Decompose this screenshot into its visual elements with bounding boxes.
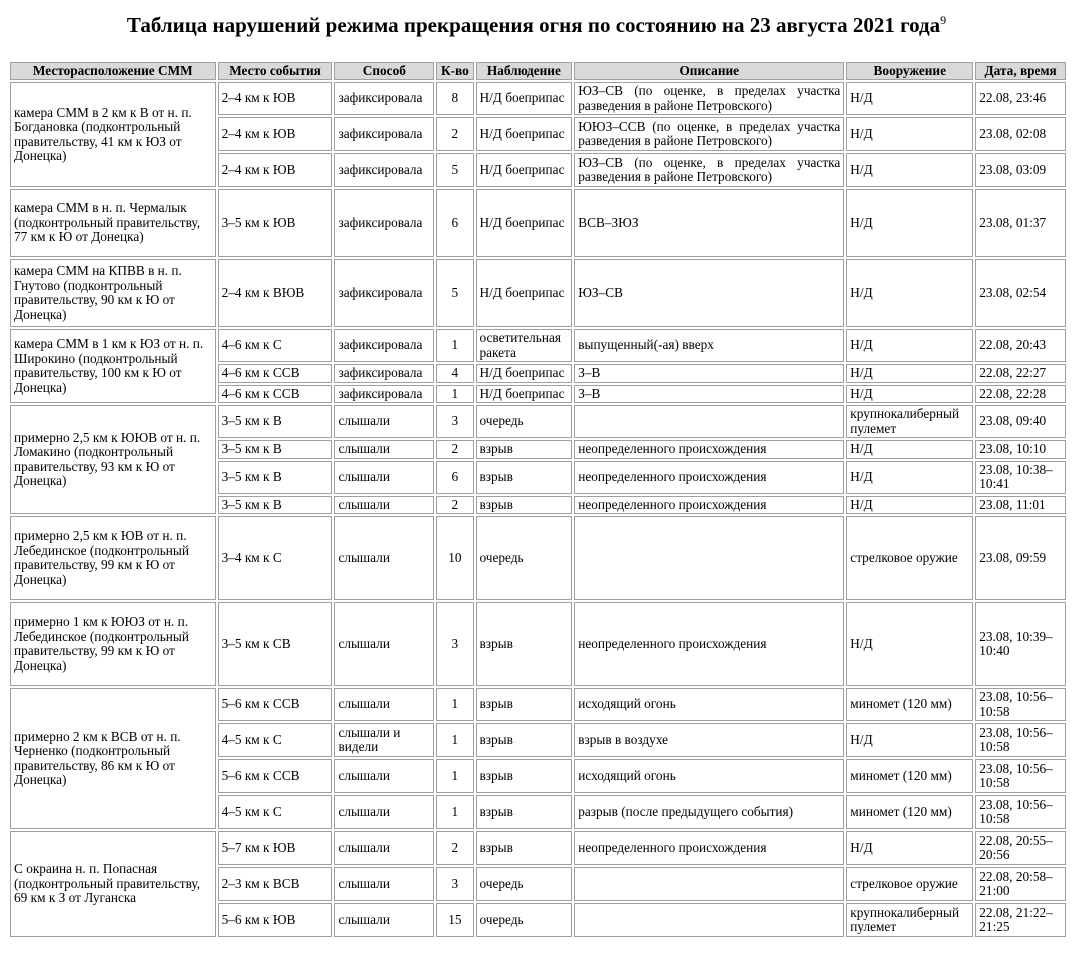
count-cell: 3 xyxy=(436,602,473,686)
description-cell: неопределенного происхождения xyxy=(574,440,844,459)
observation-cell: Н/Д боеприпас xyxy=(476,259,573,327)
observation-cell: Н/Д боеприпас xyxy=(476,385,573,404)
weapon-cell: миномет (120 мм) xyxy=(846,759,973,793)
method-cell: слышали xyxy=(334,440,434,459)
description-cell: исходящий огонь xyxy=(574,759,844,793)
description-cell: неопределенного происхождения xyxy=(574,831,844,865)
location-cell: примерно 2 км к ВСВ от н. п. Черненко (подконтрольный правительству, 86 км к Ю от Донецка) xyxy=(10,688,216,829)
footnote-marker: 9 xyxy=(940,13,947,27)
description-cell: ЮЗ–СВ (по оценке, в пределах участка разведения в районе Петровского) xyxy=(574,153,844,187)
datetime-cell: 22.08, 23:46 xyxy=(975,82,1066,115)
header-place: Место события xyxy=(218,62,333,80)
datetime-cell: 23.08, 10:56–10:58 xyxy=(975,688,1066,721)
table-row xyxy=(10,831,1066,865)
datetime-cell: 23.08, 02:08 xyxy=(975,117,1066,151)
count-cell: 1 xyxy=(436,759,473,793)
observation-cell: взрыв xyxy=(476,759,573,793)
weapon-cell: миномет (120 мм) xyxy=(846,688,973,721)
location-cell: камера СММ в 2 км к В от н. п. Богдановка (подконтрольный правительству, 41 км к ЮЗ от Донецка) xyxy=(10,82,216,187)
event-place-cell: 4–6 км к ССВ xyxy=(218,364,333,383)
count-cell: 10 xyxy=(436,516,473,600)
description-cell: разрыв (после предыдущего события) xyxy=(574,795,844,829)
count-cell: 1 xyxy=(436,723,473,757)
location-cell: С окраина н. п. Попасная (подконтрольный правительству, 69 км к З от Луганска xyxy=(10,831,216,937)
event-place-cell: 4–5 км к С xyxy=(218,795,333,829)
observation-cell: Н/Д боеприпас xyxy=(476,153,573,187)
event-place-cell: 4–6 км к ССВ xyxy=(218,385,333,404)
method-cell: зафиксировала xyxy=(334,82,434,115)
observation-cell: Н/Д боеприпас xyxy=(476,364,573,383)
count-cell: 4 xyxy=(436,364,473,383)
method-cell: зафиксировала xyxy=(334,385,434,404)
page-title xyxy=(0,12,1073,42)
weapon-cell: Н/Д xyxy=(846,329,973,362)
event-place-cell: 5–6 км к ССВ xyxy=(218,759,333,793)
observation-cell: очередь xyxy=(476,867,573,901)
weapon-cell: Н/Д xyxy=(846,153,973,187)
method-cell: слышали xyxy=(334,496,434,515)
count-cell: 5 xyxy=(436,153,473,187)
datetime-cell: 22.08, 21:22–21:25 xyxy=(975,903,1066,937)
table-body xyxy=(10,82,1066,937)
table-row xyxy=(10,688,1066,721)
location-cell: камера СММ на КПВВ в н. п. Гнутово (подконтрольный правительству, 90 км к Ю от Донецка) xyxy=(10,259,216,327)
method-cell: слышали xyxy=(334,688,434,721)
datetime-cell: 23.08, 03:09 xyxy=(975,153,1066,187)
datetime-cell: 22.08, 22:27 xyxy=(975,364,1066,383)
event-place-cell: 3–5 км к СВ xyxy=(218,602,333,686)
datetime-cell: 23.08, 10:56–10:58 xyxy=(975,795,1066,829)
method-cell: зафиксировала xyxy=(334,259,434,327)
datetime-cell: 23.08, 02:54 xyxy=(975,259,1066,327)
event-place-cell: 5–6 км к ССВ xyxy=(218,688,333,721)
event-place-cell: 3–4 км к С xyxy=(218,516,333,600)
description-cell: З–В xyxy=(574,385,844,404)
count-cell: 2 xyxy=(436,496,473,515)
observation-cell: взрыв xyxy=(476,831,573,865)
event-place-cell: 3–5 км к В xyxy=(218,440,333,459)
weapon-cell: крупнокалиберный пулемет xyxy=(846,405,973,438)
datetime-cell: 23.08, 10:10 xyxy=(975,440,1066,459)
event-place-cell: 2–4 км к ВЮВ xyxy=(218,259,333,327)
description-cell xyxy=(574,405,844,438)
description-cell: неопределенного происхождения xyxy=(574,461,844,494)
description-cell: ЮЗ–СВ xyxy=(574,259,844,327)
header-method: Способ xyxy=(334,62,434,80)
datetime-cell: 22.08, 20:43 xyxy=(975,329,1066,362)
weapon-cell: Н/Д xyxy=(846,723,973,757)
count-cell: 1 xyxy=(436,795,473,829)
description-cell: исходящий огонь xyxy=(574,688,844,721)
event-place-cell: 4–5 км к С xyxy=(218,723,333,757)
count-cell: 3 xyxy=(436,405,473,438)
datetime-cell: 22.08, 22:28 xyxy=(975,385,1066,404)
count-cell: 2 xyxy=(436,117,473,151)
event-place-cell: 2–4 км к ЮВ xyxy=(218,153,333,187)
datetime-cell: 23.08, 09:40 xyxy=(975,405,1066,438)
event-place-cell: 2–3 км к ВСВ xyxy=(218,867,333,901)
method-cell: слышали xyxy=(334,405,434,438)
location-cell: камера СММ в 1 км к ЮЗ от н. п. Широкино (подконтрольный правительству, 100 км к Ю от Донецка) xyxy=(10,329,216,403)
header-observation: Наблюдение xyxy=(476,62,573,80)
count-cell: 2 xyxy=(436,831,473,865)
count-cell: 5 xyxy=(436,259,473,327)
datetime-cell: 23.08, 10:56–10:58 xyxy=(975,723,1066,757)
location-cell: примерно 2,5 км к ЮВ от н. п. Лебединское (подконтрольный правительству, 99 км к Ю от Донецка) xyxy=(10,516,216,600)
count-cell: 1 xyxy=(436,385,473,404)
method-cell: слышали xyxy=(334,903,434,937)
description-cell: неопределенного происхождения xyxy=(574,602,844,686)
event-place-cell: 5–6 км к ЮВ xyxy=(218,903,333,937)
method-cell: зафиксировала xyxy=(334,364,434,383)
event-place-cell: 3–5 км к В xyxy=(218,405,333,438)
datetime-cell: 23.08, 10:39–10:40 xyxy=(975,602,1066,686)
datetime-cell: 23.08, 09:59 xyxy=(975,516,1066,600)
event-place-cell: 3–5 км к ЮВ xyxy=(218,189,333,257)
table-row xyxy=(10,329,1066,362)
method-cell: слышали xyxy=(334,795,434,829)
datetime-cell: 23.08, 01:37 xyxy=(975,189,1066,257)
description-cell xyxy=(574,516,844,600)
description-cell xyxy=(574,867,844,901)
table-row xyxy=(10,82,1066,115)
header-weapon: Вооружение xyxy=(846,62,973,80)
description-cell: ЮЮЗ–ССВ (по оценке, в пределах участка разведения в районе Петровского) xyxy=(574,117,844,151)
count-cell: 6 xyxy=(436,189,473,257)
description-cell: взрыв в воздухе xyxy=(574,723,844,757)
observation-cell: очередь xyxy=(476,903,573,937)
count-cell: 3 xyxy=(436,867,473,901)
observation-cell: осветительная ракета xyxy=(476,329,573,362)
weapon-cell: Н/Д xyxy=(846,82,973,115)
datetime-cell: 23.08, 11:01 xyxy=(975,496,1066,515)
location-cell: примерно 2,5 км к ЮЮВ от н. п. Ломакино (подконтрольный правительству, 93 км к Ю от Донецка) xyxy=(10,405,216,514)
weapon-cell: Н/Д xyxy=(846,385,973,404)
observation-cell: взрыв xyxy=(476,461,573,494)
event-place-cell: 2–4 км к ЮВ xyxy=(218,82,333,115)
observation-cell: очередь xyxy=(476,516,573,600)
header-location: Месторасположение СММ xyxy=(10,62,216,80)
event-place-cell: 5–7 км к ЮВ xyxy=(218,831,333,865)
method-cell: зафиксировала xyxy=(334,153,434,187)
observation-cell: очередь xyxy=(476,405,573,438)
method-cell: слышали xyxy=(334,461,434,494)
datetime-cell: 22.08, 20:58–21:00 xyxy=(975,867,1066,901)
weapon-cell: крупнокалиберный пулемет xyxy=(846,903,973,937)
count-cell: 8 xyxy=(436,82,473,115)
table-row xyxy=(10,189,1066,257)
datetime-cell: 22.08, 20:55–20:56 xyxy=(975,831,1066,865)
location-cell: примерно 1 км к ЮЮЗ от н. п. Лебединское (подконтрольный правительству, 99 км к Ю от Донецка) xyxy=(10,602,216,686)
observation-cell: взрыв xyxy=(476,723,573,757)
weapon-cell: Н/Д xyxy=(846,189,973,257)
description-cell: З–В xyxy=(574,364,844,383)
method-cell: слышали xyxy=(334,831,434,865)
header-description: Описание xyxy=(574,62,844,80)
count-cell: 6 xyxy=(436,461,473,494)
description-cell xyxy=(574,903,844,937)
header-count: К-во xyxy=(436,62,473,80)
method-cell: зафиксировала xyxy=(334,329,434,362)
title-text: Таблица нарушений режима прекращения огня по состоянию на 23 августа 2021 года xyxy=(126,13,941,37)
method-cell: слышали и видели xyxy=(334,723,434,757)
header-datetime: Дата, время xyxy=(975,62,1066,80)
method-cell: зафиксировала xyxy=(334,189,434,257)
weapon-cell: Н/Д xyxy=(846,461,973,494)
count-cell: 1 xyxy=(436,329,473,362)
table-row xyxy=(10,405,1066,438)
observation-cell: Н/Д боеприпас xyxy=(476,189,573,257)
count-cell: 2 xyxy=(436,440,473,459)
weapon-cell: Н/Д xyxy=(846,364,973,383)
count-cell: 15 xyxy=(436,903,473,937)
violations-table xyxy=(8,60,1068,939)
observation-cell: взрыв xyxy=(476,496,573,515)
method-cell: слышали xyxy=(334,602,434,686)
weapon-cell: миномет (120 мм) xyxy=(846,795,973,829)
weapon-cell: Н/Д xyxy=(846,440,973,459)
header-row xyxy=(10,62,1066,80)
observation-cell: взрыв xyxy=(476,602,573,686)
weapon-cell: Н/Д xyxy=(846,259,973,327)
weapon-cell: Н/Д xyxy=(846,831,973,865)
event-place-cell: 2–4 км к ЮВ xyxy=(218,117,333,151)
table-row xyxy=(10,259,1066,327)
observation-cell: Н/Д боеприпас xyxy=(476,117,573,151)
description-cell: неопределенного происхождения xyxy=(574,496,844,515)
method-cell: слышали xyxy=(334,759,434,793)
weapon-cell: Н/Д xyxy=(846,496,973,515)
weapon-cell: Н/Д xyxy=(846,117,973,151)
description-cell: ВСВ–ЗЮЗ xyxy=(574,189,844,257)
event-place-cell: 3–5 км к В xyxy=(218,496,333,515)
table-row xyxy=(10,602,1066,686)
location-cell: камера СММ в н. п. Чермалык (подконтрольный правительству, 77 км к Ю от Донецка) xyxy=(10,189,216,257)
datetime-cell: 23.08, 10:56–10:58 xyxy=(975,759,1066,793)
description-cell: ЮЗ–СВ (по оценке, в пределах участка разведения в районе Петровского) xyxy=(574,82,844,115)
count-cell: 1 xyxy=(436,688,473,721)
observation-cell: взрыв xyxy=(476,440,573,459)
event-place-cell: 3–5 км к В xyxy=(218,461,333,494)
weapon-cell: Н/Д xyxy=(846,602,973,686)
datetime-cell: 23.08, 10:38–10:41 xyxy=(975,461,1066,494)
table-row xyxy=(10,516,1066,600)
method-cell: слышали xyxy=(334,516,434,600)
weapon-cell: стрелковое оружие xyxy=(846,516,973,600)
observation-cell: Н/Д боеприпас xyxy=(476,82,573,115)
observation-cell: взрыв xyxy=(476,795,573,829)
method-cell: зафиксировала xyxy=(334,117,434,151)
description-cell: выпущенный(-ая) вверх xyxy=(574,329,844,362)
weapon-cell: стрелковое оружие xyxy=(846,867,973,901)
event-place-cell: 4–6 км к С xyxy=(218,329,333,362)
method-cell: слышали xyxy=(334,867,434,901)
observation-cell: взрыв xyxy=(476,688,573,721)
